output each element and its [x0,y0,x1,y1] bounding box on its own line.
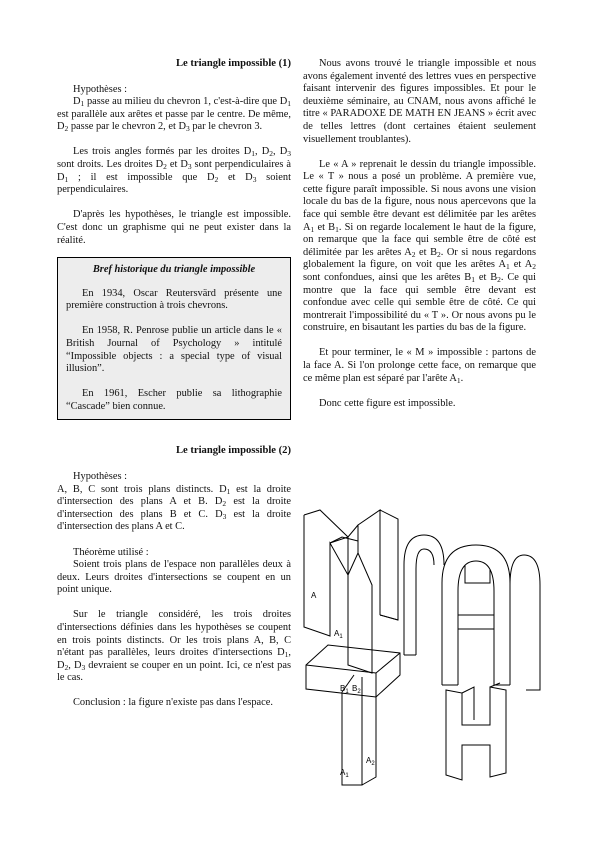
theorem-label: Théorème utilisé : [73,546,149,558]
conclusion-paragraph-1: D'après les hypothèses, le triangle est impossible. C'est donc un graphisme qui ne peut exister dans la réalité. [57,209,291,246]
letter-m-arches-drawing [404,535,540,690]
theorem-text: Soient trois plans de l'espace non parallèles deux à deux. Leurs droites d'intersections se coupent en un point unique. [57,559,291,596]
label-a1-m: $A_1$ [334,629,343,640]
final-paragraph: Donc cette figure est impossible. [319,397,456,409]
history-box [57,257,291,420]
label-a2: $A_2$ [366,756,375,767]
label-a1-t: $A_1$ [340,768,349,779]
letter-h-drawing [446,683,506,780]
label-b2: $B_2$ [352,684,361,695]
hypotheses-2-paragraph: A, B, C sont trois plans distincts. $D_1$ est la droite d'intersection des plans A et B. $D_2$ est la droite d'intersection des plans B et C. $D_3$ est la droite d'intersection des plans A et C. [57,483,292,533]
history-item-1961: En 1961, Escher publie sa lithographie “Cascade” bien connue. [66,388,282,412]
hypotheses-2-label: Hypothèses : [73,471,127,483]
intro-paragraph: Nous avons trouvé le triangle impossible et nous avons également inventé des lettres vues en perspective faisant intervenir des figures impossibles. Et pour le deuxième séminaire, au CNAM, nous avons affiché le titre « PARADOXE DE MATH EN JEANS » écrit avec de telles lettres (dont certaines étaient seulement visuellement troublantes). [303,58,536,145]
section-title-2: Le triangle impossible (2) [175,445,291,457]
angles-paragraph: Les trois angles formés par les droites $D_1$, $D_2$, $D_3$ sont droits. Les droites $D_2$ et $D_3$ sont perpendiculaires à $D_1$ ; il est impossible que $D_2$ et $D_3$ soient perpendiculaires. [57,146,292,196]
letter-m-drawing [304,510,398,673]
hypotheses-label: Hypothèses : [73,83,127,95]
history-item-1934: En 1934, Oscar Reutersvärd présente une première construction à trois chevrons. [66,287,282,312]
hypotheses-paragraph: $D_1$ passe au milieu du chevron 1, c'est-à-dire que $D_1$ est parallèle aux arêtes et passe par le centre. De même, $D_2$ passe par le chevron 2, et $D_3$ par le chevron 3. [57,96,291,134]
history-item-1958: En 1958, R. Penrose publie un article dans le « British Journal of Psychology » intitulé “Impossible objects : a special type of visual illusion”. [66,325,282,375]
impossible-letters-figure [300,505,545,790]
triangle-paragraph: Sur le triangle considéré, les trois droites d'intersections définies dans les hypothèses se coupent en trois points distincts. Or les trois plans A, B, C n'étant pas parallèles, leurs droites d'intersections $D_1$, $D_2$, $D_3$ devraient se couper en un point. Ici, ce n'est pas le cas. [57,609,291,684]
label-b1: $B_1$ [340,684,349,695]
letter-a-drawing [442,545,510,685]
letter-a-t-paragraph: Le « A » reprenait le dessin du triangle impossible. Le « T » nous a posé un problème. A première vue, cette figure paraît impossible. Si nous avons une vision locale du bas de la figure, nous nous apercevons que la face qui semble être devant est délimitée par les arêtes $A_1$ et $B_1$. Si on regarde localement le haut de la figure, on remarque que la face qui semble être de côté est délimitée par les arêtes $A_2$ et $B_2$. Or si nous regardons globalement la figure, on voit que les arêtes $A_1$ et $A_2$ sont confondues, ainsi que les arêtes $B_1$ et $B_2$. Ce qui montre que la face qui semble être devant est confondue avec celle qui semble être de côté. Ce qui montrerait l'impossibilité du « T ». Or nous avons pu le construire, en bisautant les parties du bas de la figure. [303,158,537,334]
right-column [303,58,536,410]
letter-m-paragraph: Et pour terminer, le « M » impossible : partons de la face A. Si l'on prolonge cette face, on remarque que ce même plan est séparé par l'arête $A_1$. [303,347,536,385]
left-column [57,58,291,710]
label-a: A [311,591,317,600]
history-box-title: Bref historique du triangle impossible [92,264,256,276]
section-title-1: Le triangle impossible (1) [175,58,291,69]
letter-t-drawing [306,645,400,785]
conclusion-paragraph-2: Conclusion : la figure n'existe pas dans l'espace. [73,697,273,709]
